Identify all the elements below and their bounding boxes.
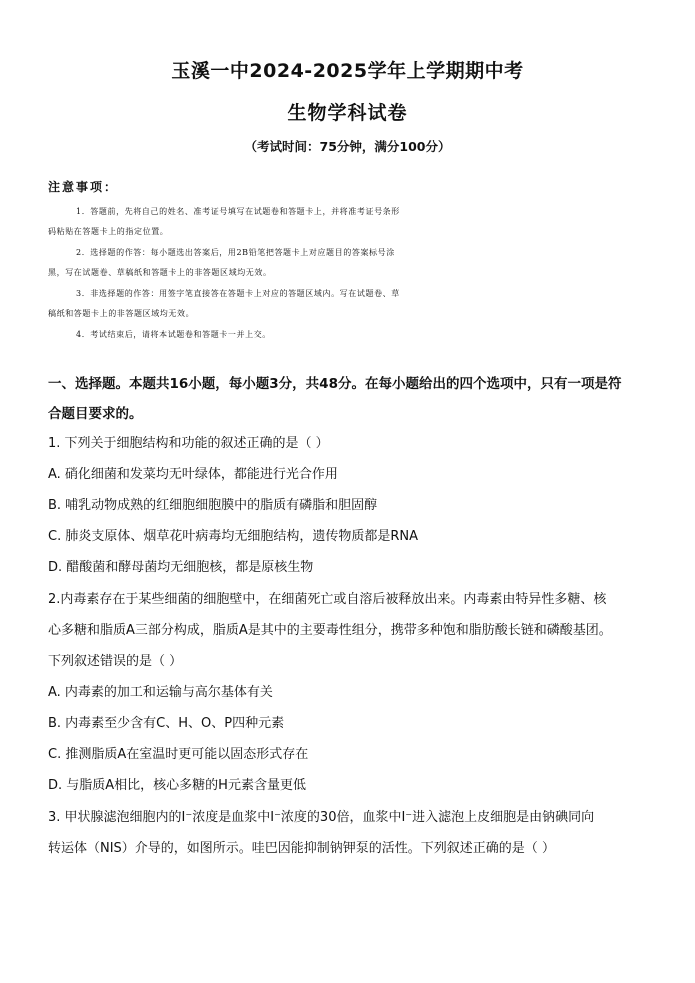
- question-option: B. 哺乳动物成熟的红细胞细胞膜中的脂质有磷脂和胆固醇: [48, 498, 378, 513]
- notice-line: 码粘贴在答题卡上的指定位置。: [48, 227, 169, 236]
- question-option: C. 肺炎支原体、烟草花叶病毒均无细胞结构，遗传物质都是RNA: [48, 529, 418, 544]
- question-option: D. 醋酸菌和酵母菌均无细胞核，都是原核生物: [48, 560, 314, 575]
- question-stem: 下列叙述错误的是（ ）: [48, 654, 183, 669]
- question-option: C. 推测脂质A在室温时更可能以固态形式存在: [48, 747, 309, 762]
- section-instructions: 合题目要求的。: [48, 406, 143, 422]
- section-instructions: 一、选择题。本题共16小题，每小题3分，共48分。在每小题给出的四个选项中，只有一项是符: [48, 376, 622, 392]
- notice-line: 稿纸和答题卡上的非答题区域均无效。: [48, 309, 195, 318]
- question-stem: 心多糖和脂质A三部分构成，脂质A是其中的主要毒性组分，携带多种饱和脂肪酸长链和磷酸基团。: [48, 623, 612, 638]
- question-stem: 1. 下列关于细胞结构和功能的叙述正确的是（ ）: [48, 436, 329, 451]
- notice-line: 黑，写在试题卷、草稿纸和答题卡上的非答题区域均无效。: [48, 268, 272, 277]
- notice-line: 2．选择题的作答：每小题选出答案后，用2B铅笔把答题卡上对应题目的答案标号涂: [76, 248, 395, 257]
- notice-line: 4．考试结束后，请将本试题卷和答题卡一并上交。: [76, 330, 271, 339]
- question-stem: 转运体（NIS）介导的，如图所示。哇巴因能抑制钠钾泵的活性。下列叙述正确的是（ ）: [48, 841, 555, 856]
- question-option: A. 内毒素的加工和运输与高尔基体有关: [48, 685, 273, 700]
- question-option: B. 内毒素至少含有C、H、O、P四种元素: [48, 716, 285, 731]
- exam-info: （考试时间：75分钟，满分100分）: [244, 139, 451, 154]
- question-stem: 2.内毒素存在于某些细菌的细胞壁中，在细菌死亡或自溶后被释放出来。内毒素由特异性多糖、核: [48, 592, 607, 607]
- question-option: A. 硝化细菌和发菜均无叶绿体，都能进行光合作用: [48, 467, 338, 482]
- exam-subject-title: 生物学科试卷: [287, 102, 408, 124]
- notice-heading: 注意事项：: [48, 180, 119, 194]
- notice-line: 1．答题前，先将自己的姓名、准考证号填写在试题卷和答题卡上，并将准考证号条形: [76, 207, 400, 216]
- question-option: D. 与脂质A相比，核心多糖的H元素含量更低: [48, 778, 306, 793]
- notice-line: 3．非选择题的作答：用签字笔直接答在答题卡上对应的答题区域内。写在试题卷、草: [76, 289, 400, 298]
- question-stem: 3. 甲状腺滤泡细胞内的I⁻浓度是血浆中I⁻浓度的30倍，血浆中I⁻进入滤泡上皮细胞是由钠碘同向: [48, 810, 595, 825]
- exam-title: 玉溪一中2024-2025学年上学期期中考: [171, 60, 524, 82]
